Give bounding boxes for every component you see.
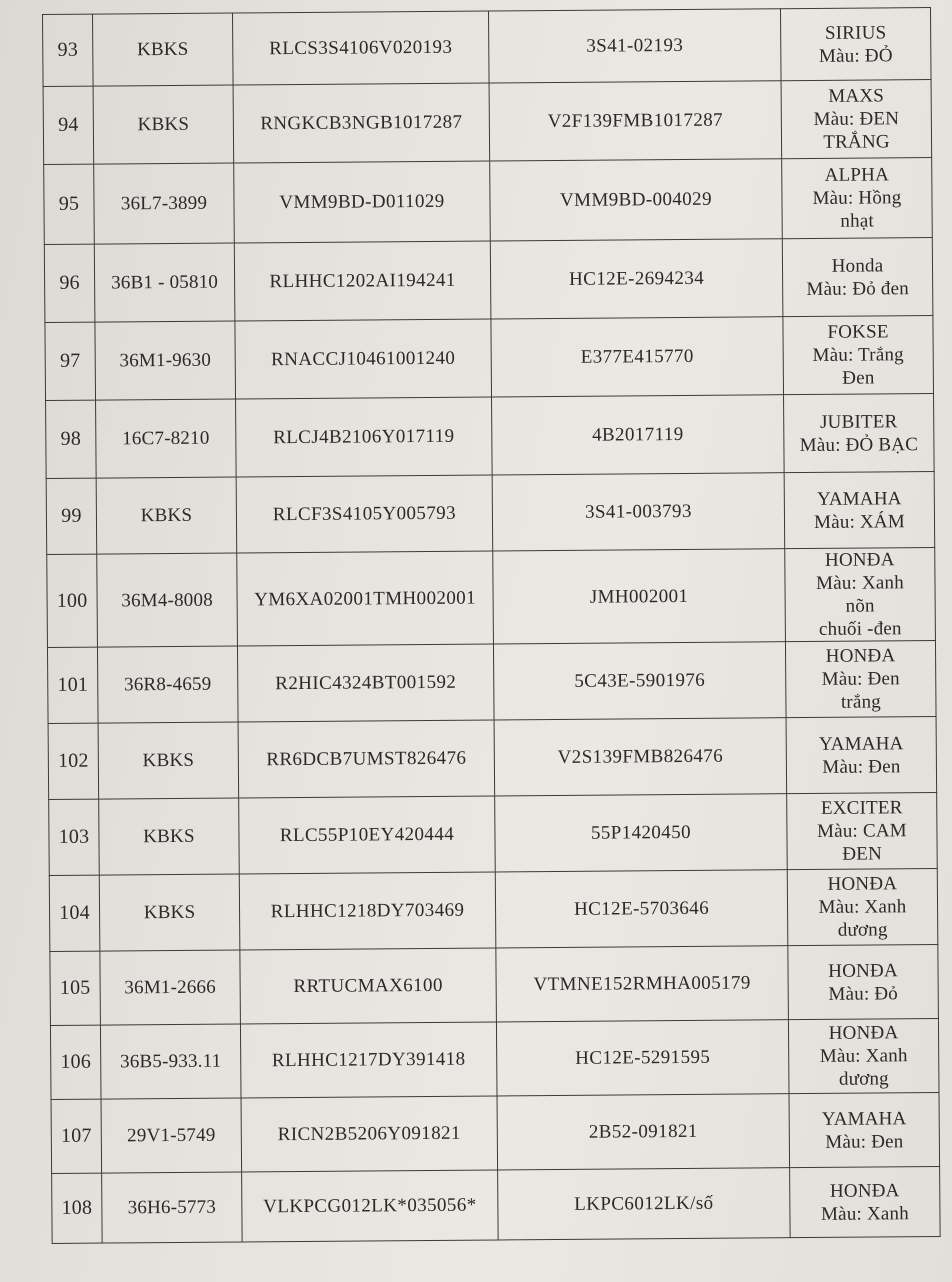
vehicle-color-line: Màu: Hồng [812, 187, 902, 209]
vehicle-description-cell [788, 944, 939, 1019]
vehicle-color-line: Màu: Đỏ đen [806, 277, 909, 300]
vehicle-description-cell [788, 1018, 939, 1093]
frame-number-cell: RRTUCMAX6100 [240, 948, 497, 1024]
row-number-cell: 105 [50, 951, 101, 1025]
vehicle-brand: Honda [831, 254, 884, 277]
table-row [48, 716, 937, 799]
frame-number-cell: YM6XA02001TMH002001 [237, 551, 494, 646]
vehicle-color-line: Màu: Đen [825, 1130, 904, 1153]
vehicle-color-line: Màu: ĐỎ [818, 44, 893, 67]
row-number-cell: 100 [47, 554, 98, 647]
frame-number-cell: RICN2B5206Y091821 [241, 1096, 498, 1172]
row-number-cell: 102 [48, 723, 99, 799]
frame-number-cell: RNGKCB3NGB1017287 [233, 83, 490, 163]
vehicle-color-line: Màu: Đen [821, 668, 900, 690]
vehicle-list-sheet [42, 7, 940, 1244]
frame-number-cell: RLCF3S4105Y005793 [236, 475, 493, 553]
vehicle-description-cell [786, 716, 937, 793]
row-number-cell: 103 [49, 799, 100, 875]
vehicle-color-line: Màu: Xanh [816, 572, 904, 594]
table-row [49, 868, 938, 951]
table-row [51, 1092, 940, 1173]
engine-number-cell: 2B52-091821 [497, 1094, 790, 1170]
vehicle-brand: HONĐA [824, 549, 895, 571]
vehicle-brand: JUBITER [819, 410, 898, 433]
license-plate-cell: 36M1-2666 [100, 950, 241, 1025]
engine-number-cell: E377E415770 [491, 317, 784, 397]
vehicle-brand: HONĐA [828, 959, 898, 982]
row-number-cell: 108 [52, 1173, 103, 1243]
table-row [50, 944, 939, 1025]
frame-number-cell: RLHHC1218DY703469 [239, 872, 496, 950]
vehicle-description-cell [787, 868, 938, 945]
license-plate-cell: KBKS [96, 477, 237, 554]
vehicle-color-line: Màu: Trắng [812, 344, 904, 366]
engine-number-cell: JMH002001 [493, 549, 786, 644]
row-number-cell: 94 [43, 86, 94, 164]
vehicle-brand: HONĐA [825, 645, 896, 667]
vehicle-description-cell [784, 394, 935, 473]
engine-number-cell: LKPC6012LK/số [498, 1168, 791, 1240]
vehicle-color-line: Màu: Xanh [818, 896, 907, 918]
vehicle-brand: YAMAHA [821, 1107, 907, 1130]
license-plate-cell: 36R8-4659 [97, 646, 238, 723]
vehicle-description-cell [782, 158, 933, 239]
table-row [44, 158, 933, 245]
license-plate-cell: KBKS [93, 13, 234, 86]
license-plate-cell: 36B1 - 05810 [94, 243, 235, 322]
license-plate-cell: 36M4-8008 [97, 553, 238, 647]
license-plate-cell: 36M1-9630 [95, 321, 236, 400]
vehicle-description-cell [780, 8, 931, 81]
frame-number-cell: RR6DCB7UMST826476 [238, 720, 495, 798]
vehicle-color-line: Màu: ĐEN [813, 108, 900, 130]
license-plate-cell: KBKS [99, 874, 240, 951]
engine-number-cell: 5C43E-5901976 [493, 642, 786, 720]
vehicle-color-line: chuối -đen [818, 618, 902, 640]
frame-number-cell: RLCS3S4106V020193 [232, 11, 489, 85]
table-row [52, 1166, 941, 1243]
frame-number-cell: RNACCJ10461001240 [235, 319, 492, 399]
table-row [44, 238, 933, 323]
vehicle-brand: MAXS [828, 85, 885, 107]
license-plate-cell: KBKS [93, 85, 234, 164]
engine-number-cell: V2F139FMB1017287 [489, 81, 782, 161]
vehicle-brand: FOKSE [827, 321, 889, 343]
license-plate-cell: 16C7-8210 [96, 399, 237, 478]
vehicle-color-line: nõn [845, 595, 875, 617]
vehicle-color-line: Màu: Xanh [820, 1202, 909, 1225]
vehicle-description-cell [784, 472, 935, 549]
license-plate-cell: 29V1-5749 [101, 1098, 242, 1173]
row-number-cell: 98 [46, 400, 97, 478]
engine-number-cell: V2S139FMB826476 [494, 718, 787, 796]
engine-number-cell: HC12E-5703646 [495, 870, 788, 948]
frame-number-cell: RLHHC1202AI194241 [234, 241, 491, 321]
row-number-cell: 95 [44, 164, 95, 244]
vehicle-table [42, 7, 941, 1244]
vehicle-description-cell [787, 792, 938, 869]
row-number-cell: 96 [44, 244, 95, 322]
vehicle-color-line: Màu: ĐỎ BẠC [799, 433, 919, 456]
license-plate-cell: 36H6-5773 [102, 1172, 243, 1243]
vehicle-description-cell [785, 641, 936, 718]
vehicle-color-line: dương [838, 1068, 889, 1090]
vehicle-color-line: trắng [840, 691, 882, 713]
frame-number-cell: VMM9BD-D011029 [234, 161, 491, 243]
vehicle-description-cell [789, 1092, 940, 1167]
row-number-cell: 99 [46, 478, 97, 554]
frame-number-cell: R2HIC4324BT001592 [237, 644, 494, 722]
table-row [50, 1018, 939, 1099]
vehicle-description-cell [790, 1166, 941, 1237]
row-number-cell: 106 [50, 1025, 101, 1099]
vehicle-brand: HONĐA [828, 1022, 899, 1044]
vehicle-brand: ALPHA [824, 164, 890, 186]
vehicle-color-line: nhạt [840, 210, 874, 232]
vehicle-brand: YAMAHA [818, 732, 904, 755]
vehicle-brand: HONĐA [829, 1179, 900, 1202]
row-number-cell: 93 [43, 14, 94, 86]
frame-number-cell: RLHHC1217DY391418 [240, 1022, 497, 1098]
engine-number-cell: HC12E-2694234 [490, 239, 783, 319]
vehicle-color-line: Màu: Đen [822, 755, 901, 778]
row-number-cell: 101 [47, 647, 98, 723]
table-row [43, 8, 932, 87]
row-number-cell: 104 [49, 875, 100, 951]
vehicle-color-line: TRẮNG [823, 131, 890, 153]
engine-number-cell: VTMNE152RMHA005179 [496, 946, 789, 1022]
vehicle-description-cell [781, 80, 932, 159]
vehicle-color-line: Màu: CAM [816, 820, 907, 842]
engine-number-cell: VMM9BD-004029 [490, 159, 783, 241]
vehicle-description-cell [783, 316, 934, 395]
license-plate-cell: 36L7-3899 [94, 163, 235, 244]
frame-number-cell: VLKPCG012LK*035056* [242, 1170, 499, 1242]
table-row [47, 548, 936, 648]
engine-number-cell: 4B2017119 [492, 395, 785, 475]
vehicle-color-line: Màu: Đỏ [828, 982, 899, 1005]
license-plate-cell: KBKS [99, 798, 240, 875]
table-row [49, 792, 938, 875]
engine-number-cell: 3S41-003793 [492, 473, 785, 551]
table-row [47, 641, 936, 724]
license-plate-cell: KBKS [98, 722, 239, 799]
vehicle-brand: HONĐA [827, 873, 898, 895]
vehicle-color-line: ĐEN [842, 843, 883, 865]
engine-number-cell: 3S41-02193 [488, 9, 781, 83]
vehicle-table-body [43, 8, 941, 1244]
table-row [46, 394, 935, 479]
license-plate-cell: 36B5-933.11 [100, 1024, 241, 1099]
vehicle-description-cell [785, 548, 936, 642]
table-row [43, 80, 932, 165]
vehicle-brand: SIRIUS [824, 21, 887, 44]
vehicle-brand: EXCITER [820, 797, 903, 819]
vehicle-color-line: dương [837, 919, 888, 941]
table-row [45, 316, 934, 401]
frame-number-cell: RLCJ4B2106Y017119 [236, 397, 493, 477]
engine-number-cell: 55P1420450 [495, 794, 788, 872]
table-row [46, 472, 935, 555]
vehicle-color-line: Đen [842, 367, 875, 389]
vehicle-color-line: Màu: Xanh [819, 1045, 908, 1067]
vehicle-brand: YAMAHA [816, 487, 902, 510]
vehicle-color-line: Màu: XÁM [814, 510, 905, 533]
frame-number-cell: RLC55P10EY420444 [239, 796, 496, 874]
vehicle-description-cell [782, 238, 933, 317]
row-number-cell: 97 [45, 322, 96, 400]
row-number-cell: 107 [51, 1099, 102, 1173]
engine-number-cell: HC12E-5291595 [496, 1020, 789, 1096]
